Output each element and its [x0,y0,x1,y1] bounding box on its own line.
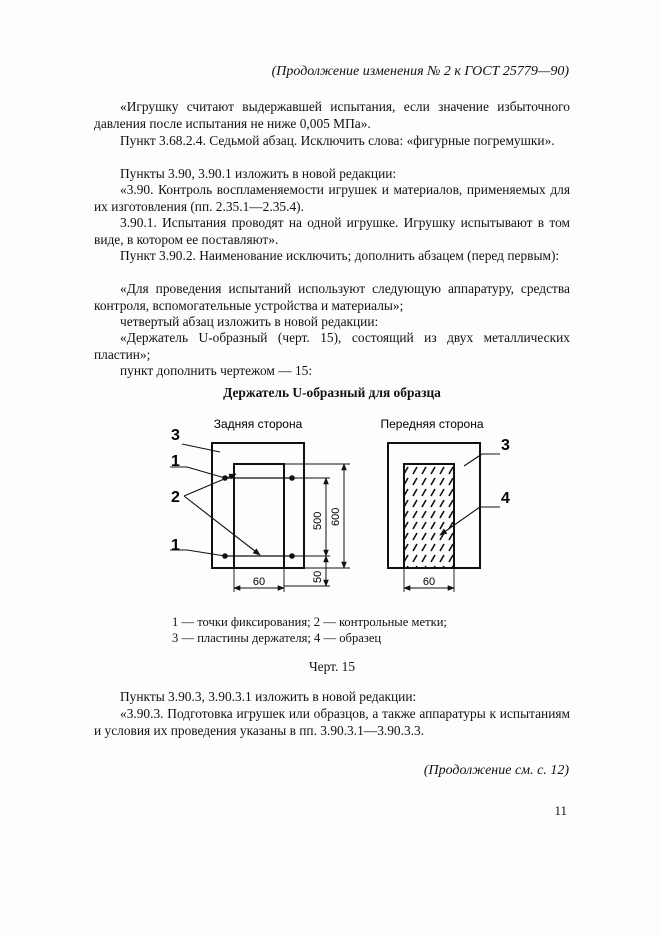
paragraph-4: «3.90. Контроль воспламеняемости игрушек и материалов, применяемых для их изготовления (пп. 2.35.1—2.35.4). [94,182,570,215]
continuation-note: (Продолжение см. с. 12) [423,763,569,778]
paragraph-5: 3.90.1. Испытания проводят на одной игрушке. Игрушку испытывают в том виде, в котором ее поставляют». [94,215,570,248]
caption-line-1: 1 — точки фиксирования; 2 — контрольные метки; [172,615,447,629]
callout-1-bottom: 1 [171,537,180,554]
paragraph-3: Пункты 3.90, 3.90.1 изложить в новой редакции: [120,166,397,181]
paragraph-9: «Держатель U-образный (черт. 15), состоящий из двух металлических пластин»; [94,330,570,363]
paragraph-8: четвертый абзац изложить в новой редакции: [120,314,379,329]
paragraph-1: «Игрушку считают выдержавшей испытания, если значение избыточного давления после испытания не ниже 0,005 МПа». [94,99,570,132]
dim-50: 50 [312,570,324,583]
callout-4: 4 [501,490,510,507]
callout-1-top: 1 [171,453,180,470]
paragraph-2: Пункт 3.68.2.4. Седьмой абзац. Исключить слова: «фигурные погремушки». [120,133,555,148]
callout-3-back: 3 [171,427,180,444]
page-number: 11 [554,803,567,818]
callout-2: 2 [171,489,180,506]
back-side-label: Задняя сторона [213,417,303,431]
paragraph-after-2: «3.90.3. Подготовка игрушек или образцов, а также аппаратуры к испытаниям и условия их проведения указаны в пп. 3.90.3.1—3.90.3.3. [94,706,570,739]
dim-60-back: 60 [252,576,266,588]
specimen [404,464,454,568]
dim-60-front: 60 [422,576,436,588]
paragraph-7: «Для проведения испытаний используют следующую аппаратуру, средства контроля, вспомогательные устройства и материалы»; [94,281,570,314]
paragraph-6: Пункт 3.90.2. Наименование исключить; дополнить абзацем (перед первым): [120,248,560,263]
figure-label: Черт. 15 [308,659,356,674]
paragraph-10: пункт дополнить чертежом — 15: [120,363,313,378]
page-header: (Продолжение изменения № 2 к ГОСТ 25779—90) [271,64,569,79]
holder-drawing [150,410,530,610]
dim-500: 500 [312,511,324,530]
front-side-label: Передняя сторона [380,417,484,431]
callout-3-front: 3 [501,437,510,454]
figure-title: Держатель U-образный для образца [223,385,441,400]
caption-line-2: 3 — пластины держателя; 4 — образец [172,631,382,645]
paragraph-after-1: Пункты 3.90.3, 3.90.3.1 изложить в новой редакции: [120,689,417,704]
back-plate-inner [234,464,284,568]
dim-600: 600 [330,507,342,526]
